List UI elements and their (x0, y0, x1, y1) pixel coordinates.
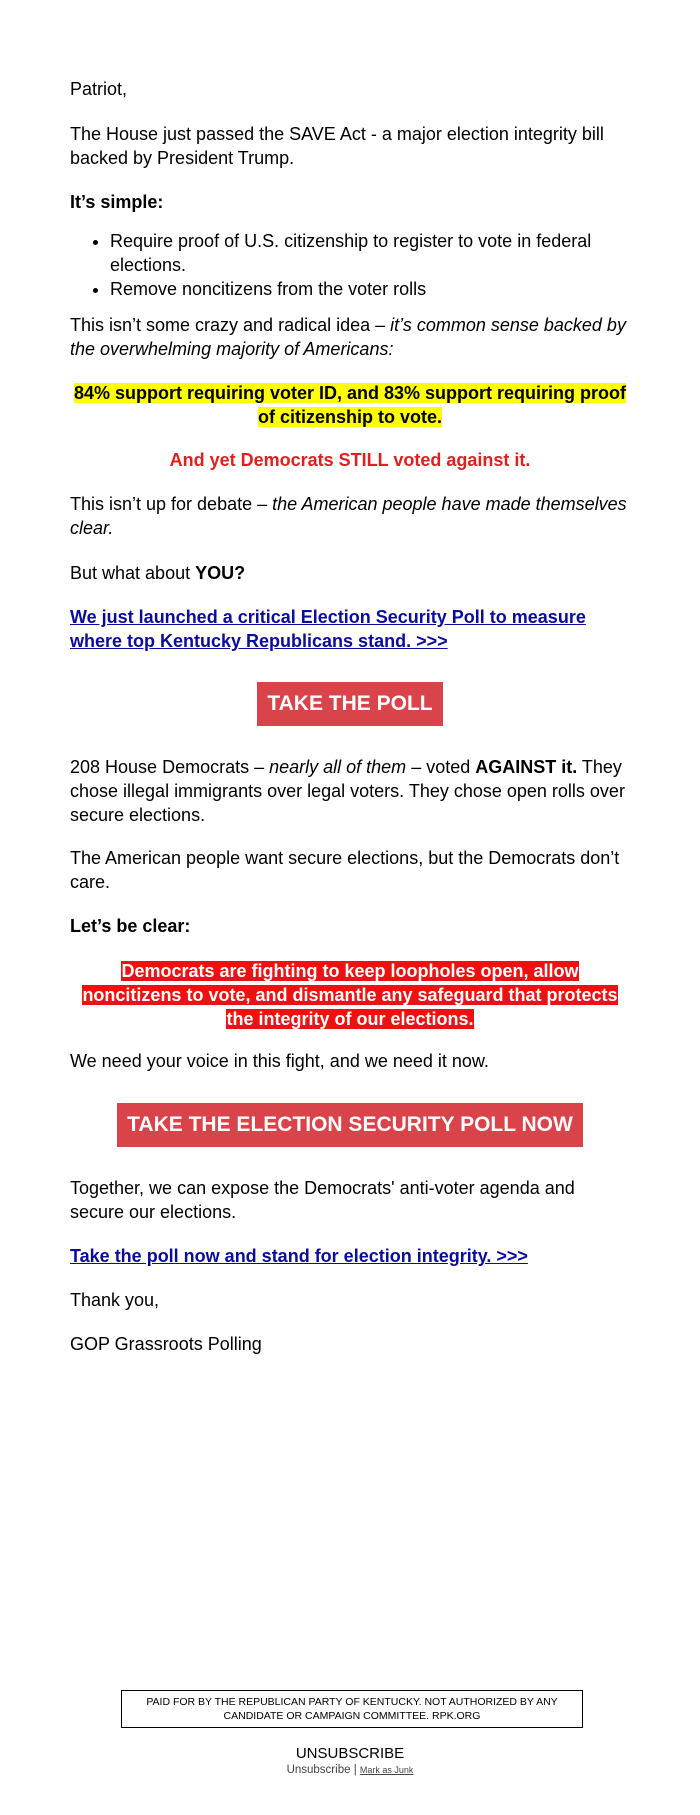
poll-link[interactable]: We just launched a critical Election Security Poll to measure where top Kentucky Republicans stand. >>> (70, 607, 586, 651)
take-poll-button-row (70, 682, 630, 726)
thanks: Thank you, (70, 1290, 160, 1310)
american-people-paragraph: The American people want secure elections, but the Democrats don’t care. (70, 848, 620, 892)
stat-highlight (70, 381, 630, 429)
debate-italic-text: the American people have made themselves clear. (70, 494, 627, 538)
democrats-paragraph (70, 755, 630, 827)
debate-paragraph (70, 492, 630, 540)
dems-text-3: They chose illegal immigrants over legal voters. They chose open rolls over secure elections. (70, 757, 625, 825)
democrats-voted-against: And yet Democrats STILL voted against it. (169, 450, 531, 470)
intro-paragraph: The House just passed the SAVE Act - a major election integrity bill backed by President Trump. (70, 124, 604, 168)
clear-heading: Let’s be clear: (70, 916, 191, 936)
signature: GOP Grassroots Polling (70, 1334, 262, 1354)
paid-for-disclaimer (121, 1690, 583, 1728)
idea-paragraph (70, 313, 630, 361)
greeting: Patriot, (70, 79, 128, 99)
unsubscribe-caps-row (0, 1745, 700, 1763)
unsubscribe-link[interactable]: Unsubscribe (286, 1764, 351, 1776)
stat-highlight-text: 84% support requiring voter ID, and 83% support requiring proof of citizenship to vote. (73, 383, 627, 427)
you-bold-text: YOU? (195, 563, 246, 583)
footer-separator: | (353, 1764, 357, 1776)
you-plain-text: But what about (70, 563, 196, 583)
take-poll-button[interactable]: TAKE THE POLL (257, 682, 443, 726)
dems-bold-text: AGAINST it. (475, 757, 578, 777)
idea-italic-text: it’s common sense backed by the overwhelming majority of Americans: (70, 315, 626, 359)
you-paragraph (70, 561, 630, 585)
list-item: • Require proof of U.S. citizenship to register to vote in federal elections. (110, 229, 630, 277)
security-poll-button-row (70, 1103, 630, 1147)
idea-plain-text: This isn’t some crazy and radical idea – (70, 315, 391, 335)
take-poll-link[interactable]: Take the poll now and stand for election integrity. >>> (70, 1246, 528, 1266)
unsubscribe-small-row (0, 1763, 700, 1777)
debate-plain-text: This isn’t up for debate – (70, 494, 273, 514)
requirements-list (70, 229, 630, 301)
voice-paragraph: We need your voice in this fight, and we need it now. (70, 1051, 489, 1071)
unsubscribe-caps-link[interactable]: UNSUBSCRIBE (295, 1745, 405, 1762)
together-paragraph: Together, we can expose the Democrats' anti-voter agenda and secure our elections. (70, 1178, 575, 1222)
dems-text-2: – voted (406, 757, 476, 777)
election-security-poll-button[interactable]: TAKE THE ELECTION SECURITY POLL NOW (117, 1103, 583, 1147)
dems-italic-text: nearly all of them (269, 757, 407, 777)
simple-heading: It’s simple: (70, 192, 164, 212)
poll-link-paragraph (70, 605, 630, 653)
disclaimer-text: PAID FOR BY THE REPUBLICAN PARTY OF KENTUCKY. NOT AUTHORIZED BY ANY CANDIDATE OR CAMPAIGN COMMITTEE. RPK.ORG (146, 1696, 558, 1722)
dems-text-1: 208 House Democrats – (70, 757, 270, 777)
take-poll-link-paragraph (70, 1244, 630, 1268)
loopholes-highlight (80, 959, 620, 1031)
loopholes-highlight-text: Democrats are fighting to keep loopholes open, allow noncitizens to vote, and dismantle any safeguard that protects the integrity of our elections. (82, 961, 618, 1029)
list-item: • Remove noncitizens from the voter rolls (110, 277, 630, 301)
mark-as-junk-link[interactable]: Mark as Junk (359, 1765, 414, 1775)
